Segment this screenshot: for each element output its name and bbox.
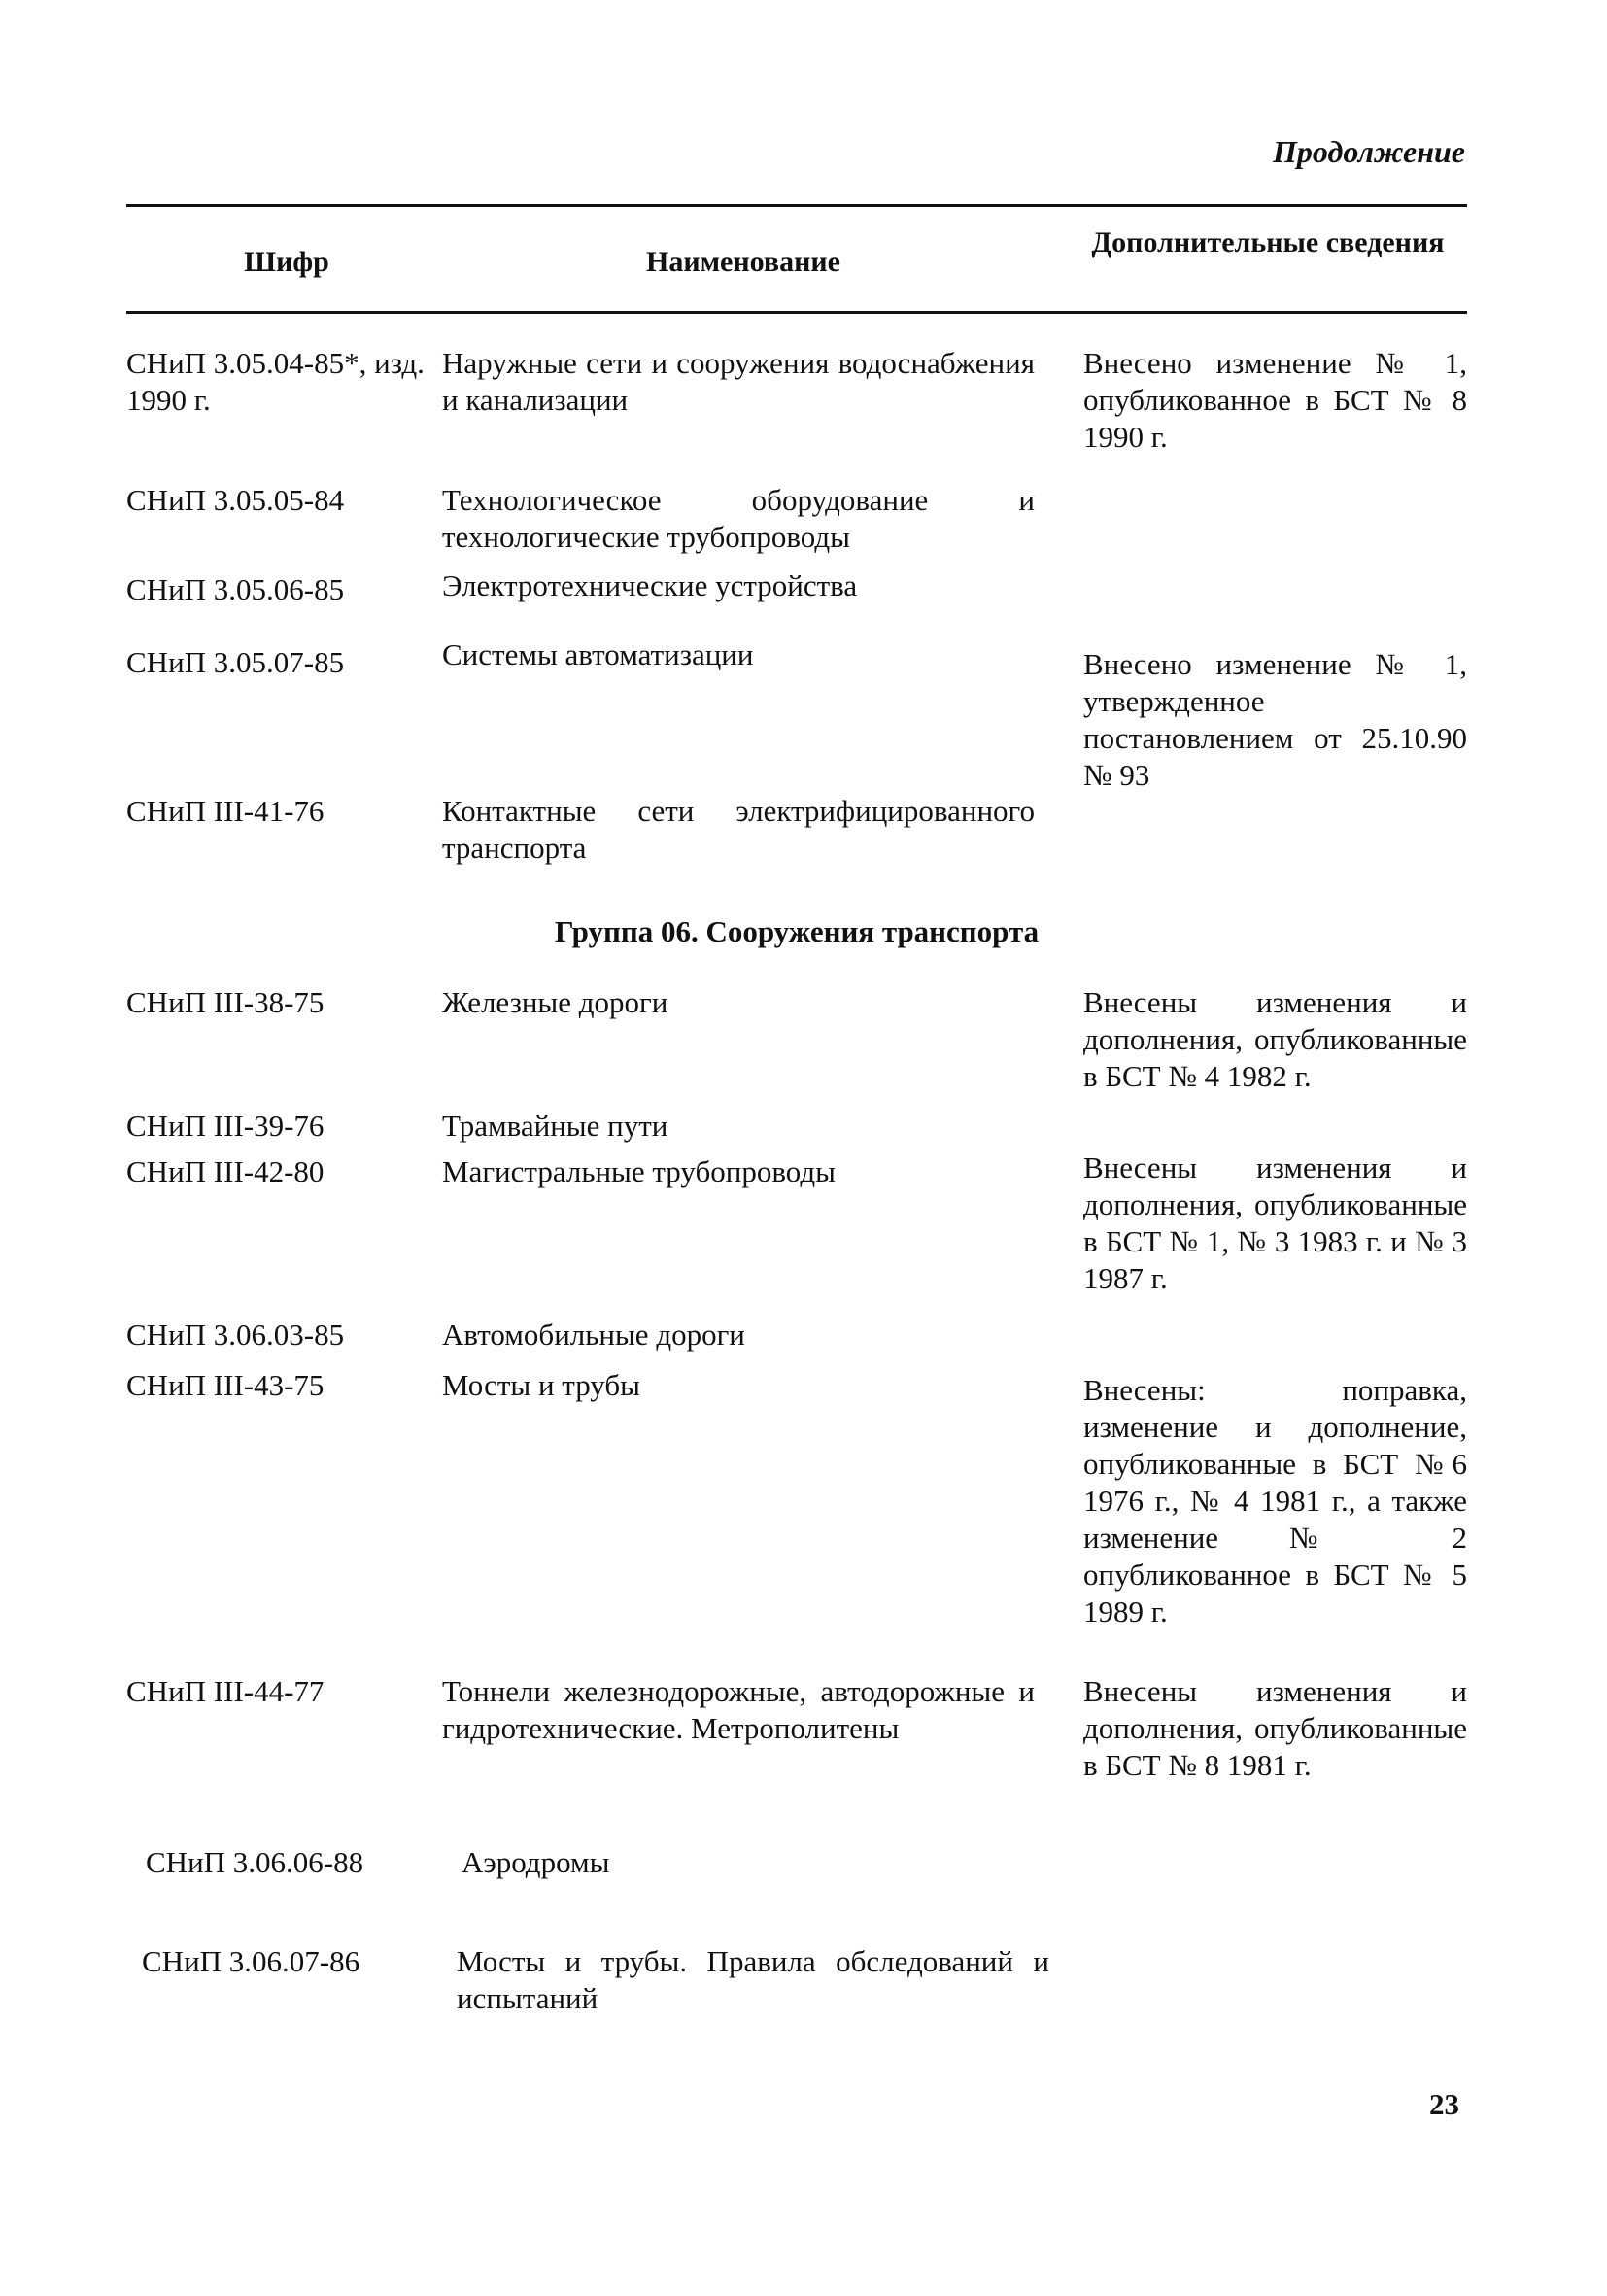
row-name: Мосты и трубы. Правила обследований и испытаний bbox=[457, 1944, 1049, 2015]
row-name: Автомобильные дороги bbox=[442, 1318, 745, 1352]
row-code: СНиП III-38-75 bbox=[126, 985, 325, 1019]
row-code: СНиП 3.05.05-84 bbox=[126, 483, 345, 517]
row-code: СНиП III-41-76 bbox=[126, 794, 325, 828]
row-code: СНиП 3.05.06-85 bbox=[126, 572, 345, 606]
row-code: СНиП 3.06.06-88 bbox=[146, 1845, 364, 1879]
row-code: СНиП III-44-77 bbox=[126, 1674, 325, 1708]
row-name: Наружные сети и сооружения водоснабжения и канализации bbox=[442, 346, 1035, 417]
row-name: Магистральные трубопроводы bbox=[442, 1154, 836, 1188]
row-info: Внесены изменения и дополнения, опубликованные в БСТ № 8 1981 г. bbox=[1083, 1674, 1467, 1782]
row-name: Трамвайные пути bbox=[442, 1109, 668, 1143]
table-top-rule bbox=[126, 204, 1467, 207]
row-info: Внесены изменения и дополнения, опубликованные в БСТ № 4 1982 г. bbox=[1083, 985, 1467, 1093]
row-code: СНиП 3.05.04-85*, изд. 1990 г. bbox=[126, 346, 425, 417]
row-info: Внесены: поправка, изменение и дополнение, опубликованные в БСТ №6 1976 г., № 4 1981 г., а также изменение № 2 опубликованное в БСТ № 5 1989 г. bbox=[1083, 1373, 1467, 1628]
row-name: Мосты и трубы bbox=[442, 1368, 640, 1402]
page-number: 23 bbox=[1429, 2087, 1459, 2121]
header-code: Шифр bbox=[244, 246, 329, 278]
table-header-rule bbox=[126, 311, 1467, 314]
row-code: СНиП III-42-80 bbox=[126, 1154, 325, 1188]
row-name: Контактные сети электрифицированного транспорта bbox=[442, 794, 1035, 865]
row-name: Системы автоматизации bbox=[442, 637, 754, 671]
row-info: Внесены изменения и дополнения, опубликованные в БСТ № 1, № 3 1983 г. и № 3 1987 г. bbox=[1083, 1150, 1467, 1295]
row-code: СНиП 3.05.07-85 bbox=[126, 645, 345, 679]
row-code: СНиП III-39-76 bbox=[126, 1109, 325, 1143]
row-name: Аэродромы bbox=[462, 1845, 610, 1879]
continuation-label: Продолжение bbox=[1273, 134, 1465, 169]
row-info: Внесено изменение № 1, утвержденное постановлением от 25.10.90 № 93 bbox=[1083, 647, 1467, 792]
group-title: Группа 06. Сооружения транспорта bbox=[554, 914, 1040, 948]
header-name: Наименование bbox=[646, 246, 840, 278]
row-name: Железные дороги bbox=[442, 985, 668, 1019]
row-name: Тоннели железнодорожные, автодорожные и гидротехнические. Метрополитены bbox=[442, 1674, 1035, 1745]
row-code: СНиП III-43-75 bbox=[126, 1368, 325, 1402]
row-info: Внесено изменение № 1, опубликованное в БСТ № 8 1990 г. bbox=[1083, 346, 1467, 454]
row-code: СНиП 3.06.03-85 bbox=[126, 1318, 345, 1352]
row-name: Электротехнические устройства bbox=[442, 568, 858, 602]
row-name: Технологическое оборудование и технологические трубопроводы bbox=[442, 483, 1035, 554]
header-info: Дополнительные сведения bbox=[1091, 226, 1445, 258]
row-code: СНиП 3.06.07-86 bbox=[142, 1944, 360, 1978]
